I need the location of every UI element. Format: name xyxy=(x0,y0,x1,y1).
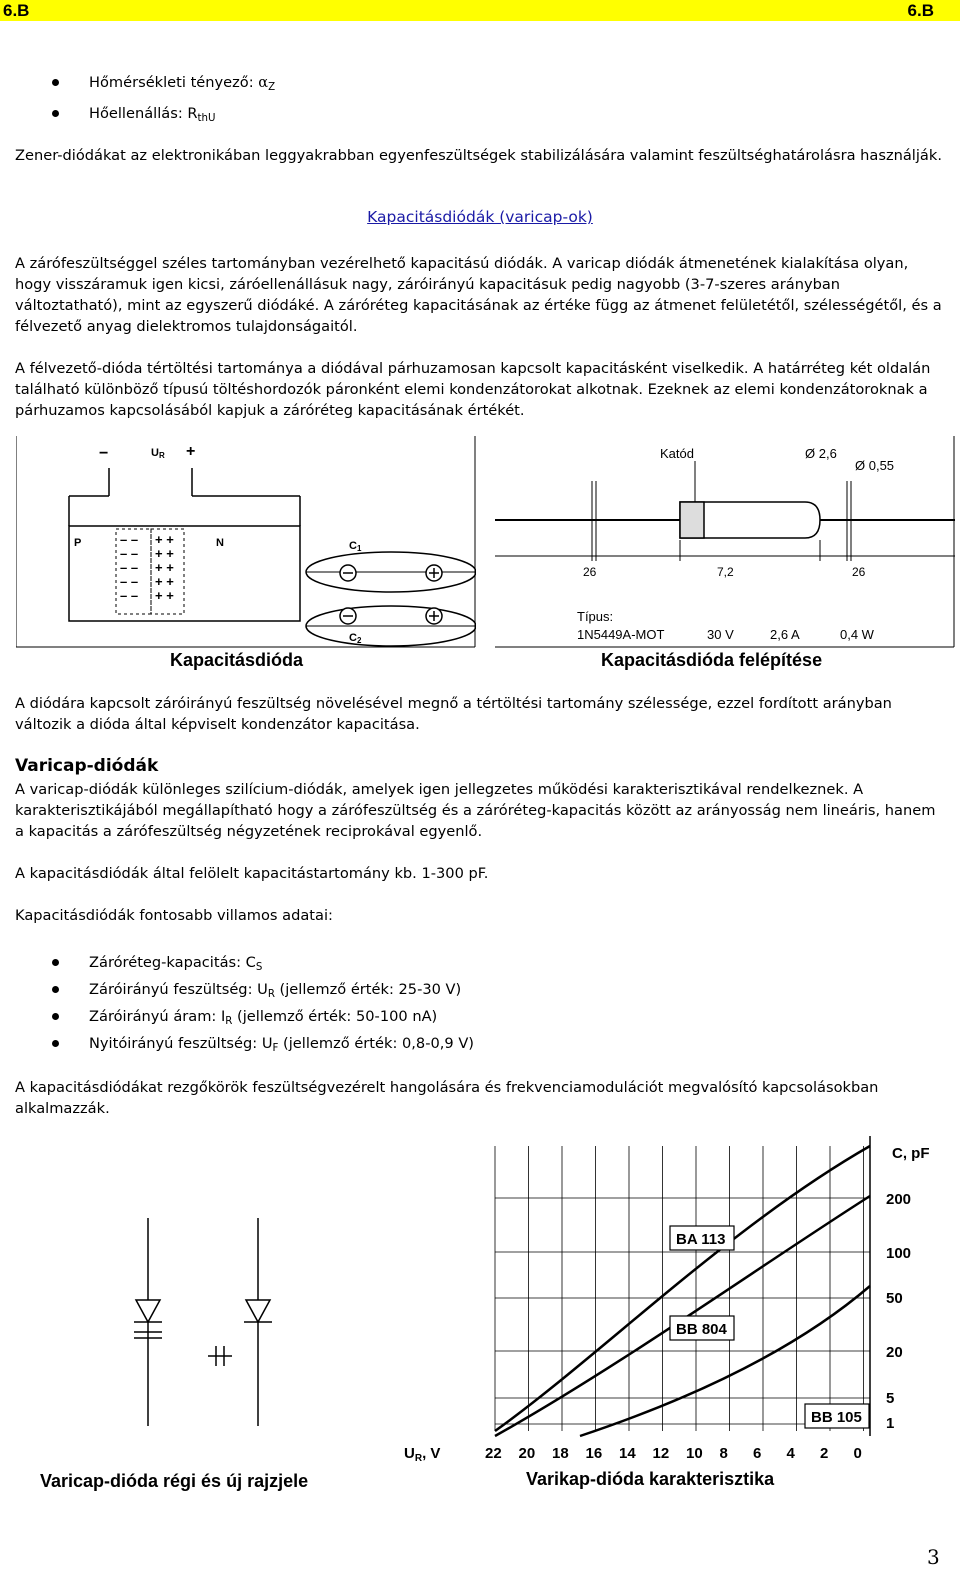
c1-label: C1 xyxy=(349,540,362,553)
dim-right: 26 xyxy=(852,565,866,579)
page-header-bar xyxy=(0,0,960,21)
diode-package-figure xyxy=(495,436,955,648)
bullet-dot xyxy=(52,959,59,966)
svg-text:– –: – – xyxy=(120,574,139,589)
varicap-symbols-figure xyxy=(110,1218,290,1438)
x-tick-label: 14 xyxy=(619,1445,636,1462)
svg-text:– –: – – xyxy=(120,560,139,575)
bullet-dot xyxy=(52,1013,59,1020)
x-tick-label: 8 xyxy=(719,1445,728,1462)
caption-capacitance-diode: Kapacitásdióda xyxy=(170,650,304,670)
x-tick-label: 12 xyxy=(652,1445,670,1462)
capacitance-diode-figure xyxy=(16,436,476,648)
bullet-forward-voltage: Nyitóirányú feszültség: $U_F$ (jellemző érték: 0,8-0,9 V) xyxy=(89,1035,475,1054)
paragraph-varicap-characteristic: A varicap-diódák különleges szilícium-diódák, amelyek igen jellegzetes működési karakterisztikával rendelkeznek. A karakterisztikájából megállapítható hogy a zárófeszültség és a záróréteg-kapacitás között az arányosság nem lineáris, hanem a kapacitás a zárófeszültség négyzetének reciprokával egyenlő. xyxy=(15,781,936,840)
series-label: BA 113 xyxy=(676,1231,726,1248)
cathode-label: Katód xyxy=(660,446,694,461)
part-number: 1N5449A-MOT xyxy=(577,627,665,642)
caption-characteristic: Varikap-dióda karakterisztika xyxy=(526,1469,775,1489)
x-tick-label: 20 xyxy=(518,1445,536,1462)
svg-text:+ +: + + xyxy=(155,560,174,575)
bullet-junction-capacitance: Záróréteg-kapacitás: $C_S$ xyxy=(89,954,263,973)
paragraph-space-charge: A félvezető-dióda tértöltési tartománya a diódával párhuzamosan kapcsolt kapacitásként viselkedik. A határréteg két oldalán található különböző típusú töltéshordozók páronként elemi kondenzátorokat alkotnak. Ezeknek az elemi kondenzátoroknak a párhuzamos kapcsolásából kapjuk a záróréteg kapacitásának értékét. xyxy=(15,360,931,419)
bullet-reverse-current: Záróirányú áram: $I_R$ (jellemző érték: 50-100 nA) xyxy=(89,1008,438,1027)
x-tick-label: 6 xyxy=(753,1445,762,1462)
section-heading-varicap-ok: Kapacitásdiódák (varicap-ok) xyxy=(367,208,593,226)
caption-diode-construction: Kapacitásdióda felépítése xyxy=(601,650,823,670)
y-tick-label: 5 xyxy=(886,1390,895,1407)
svg-text:+ +: + + xyxy=(155,574,174,589)
new-diode-triangle xyxy=(246,1300,270,1322)
minus-terminal-label: − xyxy=(99,445,109,462)
x-tick-label: 2 xyxy=(820,1445,829,1462)
bullet-dot xyxy=(52,79,59,86)
header-right: 6.B xyxy=(907,1,934,20)
y-tick-label: 50 xyxy=(886,1290,903,1307)
x-tick-label: 10 xyxy=(686,1445,703,1462)
paragraph-applications: A kapacitásdiódákat rezgőkörök feszültségvezérelt hangolására és frekvenciamodulációt megvalósító kapcsolásokban alkalmazzák. xyxy=(15,1079,879,1117)
x-tick-label: 4 xyxy=(786,1445,795,1462)
svg-text:+ +: + + xyxy=(155,532,174,547)
y-tick-label: 200 xyxy=(886,1191,912,1208)
bullet-dot xyxy=(52,110,59,117)
depletion-charges xyxy=(120,532,174,603)
paragraph-varicap-intro: A zárófeszültséggel széles tartományban vezérelhető kapacitású diódák. A varicap diódák átmenetének kialakítása olyan, hogy visszáramuk igen kicsi, záróellenállásuk nagy, záróirányú kapacitásuk pedig nagyobb (3-7-szeres arányban változtatható), mint az egyszerű diódáké. A záróréteg kapacitásának az értéke függ az átmenet felületétől, szélességétől, és a félvezető anyag dielektromos tulajdonságaitól. xyxy=(15,255,942,335)
plus-terminal-label: + xyxy=(186,443,196,460)
header-left: 6.B xyxy=(3,1,30,20)
svg-text:+ +: + + xyxy=(155,546,174,561)
rating-power: 0,4 W xyxy=(840,627,874,642)
paragraph-zener: Zener-diódákat az elektronikában leggyakrabban egyenfeszültségek stabilizálására valamint feszültséghatárolásra használják. xyxy=(15,147,942,164)
rating-current: 2,6 A xyxy=(770,627,800,642)
series-label: BB 105 xyxy=(811,1409,862,1426)
paragraph-reverse-voltage: A diódára kapcsolt záróirányú feszültség növelésével megnő a tértöltési tartomány szélessége, ezzel fordított arányban változik a dióda által képviselt kondenzátor kapacitása. xyxy=(15,695,892,733)
varicap-characteristic-chart xyxy=(400,1136,945,1466)
dim-left: 26 xyxy=(583,565,597,579)
diameter-lead: Ø 0,55 xyxy=(855,458,895,473)
svg-text:– –: – – xyxy=(120,546,139,561)
diameter-body: Ø 2,6 xyxy=(805,446,837,461)
rating-voltage: 30 V xyxy=(707,627,734,642)
n-region-label: N xyxy=(216,537,224,549)
caption-varicap-symbols: Varicap-dióda régi és új rajzjele xyxy=(40,1471,309,1491)
y-axis-label: C, pF xyxy=(892,1145,930,1162)
x-tick-label: 0 xyxy=(853,1445,862,1462)
p-region-label: P xyxy=(74,537,82,549)
dim-mid: 7,2 xyxy=(717,565,734,579)
old-diode-triangle xyxy=(136,1300,160,1322)
x-tick-label: 18 xyxy=(552,1445,569,1462)
c2-label: C2 xyxy=(349,632,362,645)
page-number: 3 xyxy=(927,1545,940,1569)
paragraph-electrical-data: Kapacitásdiódák fontosabb villamos adatai: xyxy=(15,907,333,924)
series-label: BB 804 xyxy=(676,1321,727,1338)
type-label: Típus: xyxy=(577,609,614,624)
svg-text:+ +: + + xyxy=(155,588,174,603)
ur-label: UR xyxy=(151,447,165,460)
x-axis-label: $U_R$, V xyxy=(404,1445,441,1464)
bullet-temp-coefficient: Hőmérsékleti tényező: $\alpha_Z$ xyxy=(89,74,276,93)
section-heading-varicap: Varicap-diódák xyxy=(15,756,159,776)
y-tick-label: 1 xyxy=(886,1415,895,1432)
paragraph-capacitance-range: A kapacitásdiódák által felölelt kapacitástartomány kb. 1-300 pF. xyxy=(15,865,489,882)
y-tick-label: 100 xyxy=(886,1245,912,1262)
svg-text:– –: – – xyxy=(120,532,139,547)
x-tick-label: 16 xyxy=(585,1445,603,1462)
y-tick-label: 20 xyxy=(886,1344,903,1361)
bullet-dot xyxy=(52,986,59,993)
bullet-reverse-voltage: Záróirányú feszültség: $U_R$ (jellemző érték: 25-30 V) xyxy=(89,981,462,1000)
svg-text:– –: – – xyxy=(120,588,139,603)
bullet-thermal-resistance: Hőellenállás: $R_{thU}$ xyxy=(89,105,216,124)
bullet-dot xyxy=(52,1040,59,1047)
x-tick-label: 22 xyxy=(485,1445,502,1462)
